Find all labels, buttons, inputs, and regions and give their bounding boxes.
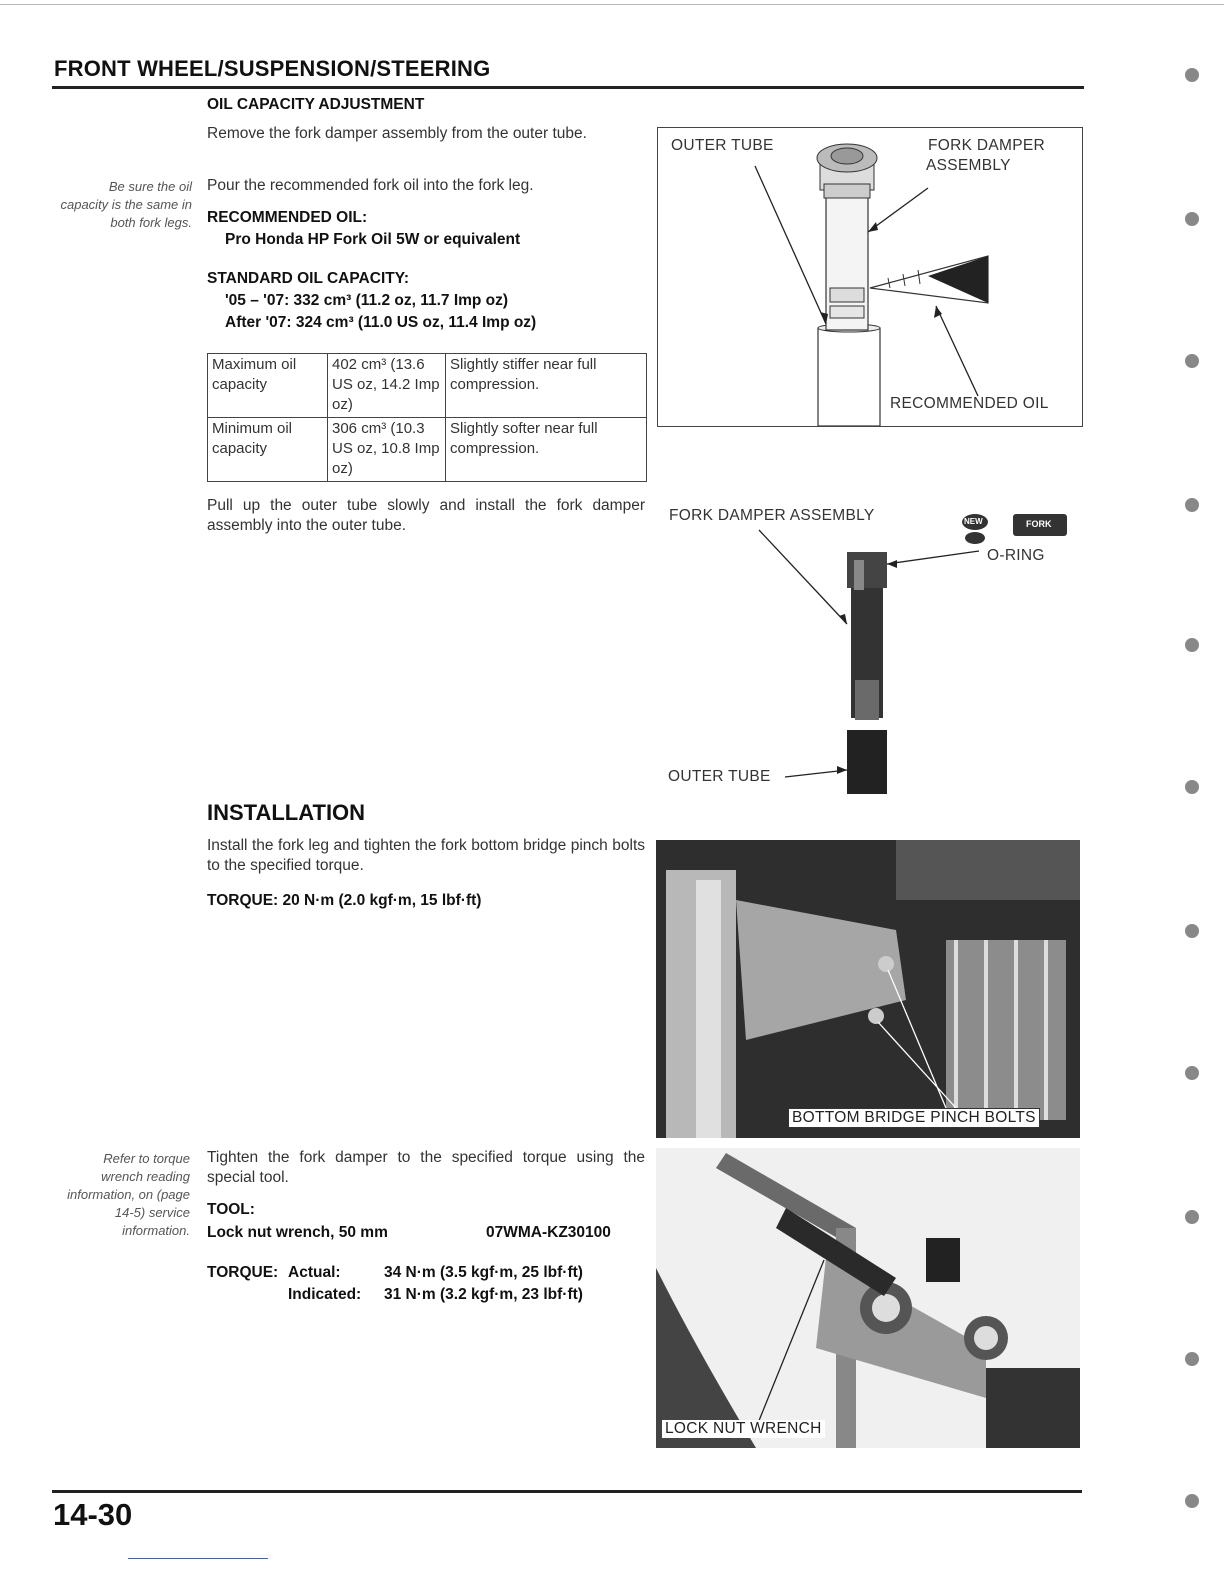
tool-number: 07WMA-KZ30100 [486,1224,611,1241]
new-parts-icon: NEW [964,517,983,526]
binder-hole [1185,1066,1199,1080]
lock-nut-wrench-drawing [656,1148,1080,1448]
oil-capacity-table [207,353,647,482]
table-cell-label: Minimum oil capacity [208,418,328,482]
install-step-fork-leg: Install the fork leg and tighten the fork bottom bridge pinch bolts to the specified torque. [207,837,645,874]
torque-pinch-bolts: TORQUE: 20 N·m (2.0 kgf·m, 15 lbf·ft) [207,892,482,909]
binder-hole [1185,780,1199,794]
binder-hole [1185,68,1199,82]
label-fork-damper-assembly: FORK DAMPER ASSEMBLY [669,507,875,524]
torque-actual-value: 34 N·m (3.5 kgf·m, 25 lbf·ft) [384,1264,583,1281]
binder-hole [1185,924,1199,938]
table-cell-value: 306 cm³ (10.3 US oz, 10.8 Imp oz) [328,418,446,482]
section-title: FRONT WHEEL/SUSPENSION/STEERING [54,56,491,81]
oil-step-pour-oil: Pour the recommended fork oil into the fork leg. [207,177,534,194]
table-row [208,354,647,418]
side-note-torque-wrench: Refer to torque wrench reading information, on (page 14-5) service information. [67,1151,190,1238]
oil-step-install-damper: Pull up the outer tube slowly and install the fork damper assembly into the outer tube. [207,497,645,534]
torque-indicated-value: 31 N·m (3.2 kgf·m, 23 lbf·ft) [384,1286,583,1303]
recommended-oil-value: Pro Honda HP Fork Oil 5W or equivalent [225,231,521,248]
table-row [208,418,647,482]
binder-hole [1185,638,1199,652]
fork-damper-photo [657,500,1081,800]
fork-damper-figure [657,500,1081,800]
binder-hole [1185,354,1199,368]
header-rule [52,86,1084,89]
label-bottom-bridge-pinch-bolts: BOTTOM BRIDGE PINCH BOLTS [788,1108,1040,1128]
label-recommended-oil: RECOMMENDED OIL [890,395,1049,412]
table-cell-effect: Slightly stiffer near full compression. [446,354,647,418]
torque-label: TORQUE: [207,1264,279,1281]
tool-name: Lock nut wrench, 50 mm [207,1224,388,1241]
footer-rule [52,1490,1082,1493]
page-number: 14-30 [53,1497,133,1532]
label-lock-nut-wrench: LOCK NUT WRENCH [662,1420,825,1438]
fork-oil-drawing [658,128,1082,426]
table-cell-label: Maximum oil capacity [208,354,328,418]
bottom-bridge-drawing [656,840,1080,1138]
installation-heading: INSTALLATION [207,800,366,825]
top-edge-line [0,4,1224,5]
lock-nut-wrench-photo [656,1148,1080,1448]
fork-oil-diagram [657,127,1083,427]
binder-hole [1185,1494,1199,1508]
fork-oil-icon: FORK [1026,519,1052,529]
oil-step-remove-damper: Remove the fork damper assembly from the outer tube. [207,125,587,142]
binder-hole [1185,1352,1199,1366]
standard-capacity-label: STANDARD OIL CAPACITY: [207,270,410,287]
oil-capacity-heading: OIL CAPACITY ADJUSTMENT [207,96,425,113]
torque-indicated-label: Indicated: [288,1286,362,1303]
table-cell-effect: Slightly softer near full compression. [446,418,647,482]
capacity-line-0507: '05 – '07: 332 cm³ (11.2 oz, 11.7 Imp oz) [225,292,509,309]
label-outer-tube: OUTER TUBE [671,137,774,154]
bottom-bridge-photo [656,840,1080,1138]
binder-hole [1185,498,1199,512]
capacity-line-after07: After '07: 324 cm³ (11.0 US oz, 11.4 Imp oz) [225,314,537,331]
torque-actual-label: Actual: [288,1264,341,1281]
tool-label: TOOL: [207,1201,255,1218]
binder-hole [1185,212,1199,226]
table-cell-value: 402 cm³ (13.6 US oz, 14.2 Imp oz) [328,354,446,418]
install-step-tighten-damper: Tighten the fork damper to the specified torque using the special tool. [207,1149,645,1186]
label-o-ring: O-RING [987,547,1045,564]
label-fork-damper-line2: ASSEMBLY [926,157,1011,174]
label-fork-damper-line1: FORK DAMPER [928,137,1045,154]
label-outer-tube-2: OUTER TUBE [668,768,771,785]
recommended-oil-label: RECOMMENDED OIL: [207,209,368,226]
footer-link-line [128,1558,268,1559]
side-note-same-capacity: Be sure the oil capacity is the same in both fork legs. [60,179,192,230]
binder-hole [1185,1210,1199,1224]
